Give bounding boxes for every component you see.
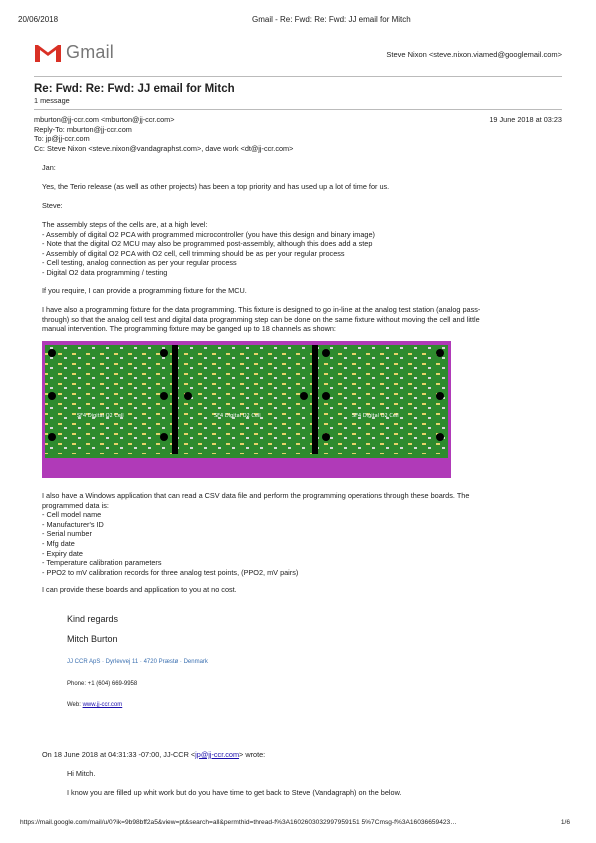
- signature-web-label: Web:: [67, 702, 83, 708]
- print-title: Gmail - Re: Fwd: Re: Fwd: JJ email for Mitch: [252, 15, 411, 24]
- quoted-email-link[interactable]: jp@jj-ccr.com: [195, 750, 240, 759]
- quoted-line: I know you are filled up whit work but do you have time to get back to Steve (Vandagraph) on the below.: [67, 788, 402, 797]
- print-date: 20/06/2018: [18, 15, 59, 24]
- header-divider: [34, 76, 562, 77]
- assembly-steps: [42, 220, 562, 278]
- subject-divider: [34, 109, 562, 110]
- account-email: Steve Nixon <steve.nixon.viamed@googlemail.com>: [386, 50, 562, 59]
- message-cc: Cc: Steve Nixon <steve.nixon@vandagraphst.com>, dave work <dt@jj-ccr.com>: [34, 143, 294, 153]
- text-line: through) so that the analog cell test and digital data programming step can be done on the same fixture without moving the cell and little: [42, 314, 480, 324]
- signature-regards: Kind regards: [67, 614, 119, 624]
- greeting-jan: Jan:: [42, 163, 56, 172]
- quoted-intro-prefix: On 18 June 2018 at 04:31:33 -07:00, JJ-CCR <: [42, 750, 196, 759]
- message-reply-to: Reply-To: mburton@jj-ccr.com: [34, 124, 132, 134]
- para-windows-app: [42, 491, 562, 577]
- quoted-intro-suffix: > wrote:: [239, 750, 266, 759]
- signature-web: [67, 702, 122, 708]
- footer-page: 1/6: [560, 819, 570, 826]
- para-mcu-fixture: If you require, I can provide a programming fixture for the MCU.: [42, 286, 247, 295]
- quoted-intro: [42, 750, 265, 760]
- board-label: SF4 Digital O2 Cell: [77, 413, 124, 419]
- pcb-fixture-image: [42, 341, 451, 478]
- list-item: - Manufacturer's ID: [42, 519, 104, 529]
- message-count: 1 message: [34, 96, 70, 105]
- list-item: - Serial number: [42, 529, 92, 539]
- message-to: To: jp@jj-ccr.com: [34, 134, 90, 143]
- list-item: - Assembly of digital O2 PCA with programmed microcontroller (you have this design and binary image): [42, 229, 375, 239]
- list-item: - Cell testing, analog connection as per your regular process: [42, 258, 237, 268]
- footer-url: https://mail.google.com/mail/u/0?ik=9b98bff2a5&view=pt&search=all&permthid=thread-f%3A1602603032997959151 5%7Cmsg-f%3A16036659423…: [20, 819, 457, 826]
- list-item: - Cell model name: [42, 510, 102, 520]
- gmail-logo-text: Gmail: [66, 42, 115, 62]
- message-from: mburton@jj-ccr.com <mburton@jj-ccr.com>: [34, 115, 175, 124]
- text-line: programmed data is:: [42, 500, 109, 510]
- signature-company: JJ CCR ApS · Dyrlevvej 11 · 4720 Præstø · Denmark: [67, 659, 208, 665]
- message-date: 19 June 2018 at 03:23: [489, 115, 562, 124]
- thread-subject: Re: Fwd: Re: Fwd: JJ email for Mitch: [34, 83, 235, 95]
- list-item: - Digital O2 data programming / testing: [42, 267, 168, 277]
- list-item: - Note that the digital O2 MCU may also be programmed post-assembly, although this does add a step: [42, 239, 373, 249]
- quoted-greeting: Hi Mitch.: [67, 769, 96, 778]
- signature-phone: Phone: +1 (604) 669-9958: [67, 681, 138, 687]
- greeting-steve: Steve:: [42, 201, 63, 210]
- steps-intro: The assembly steps of the cells are, at a high level:: [42, 220, 208, 229]
- text-line: manual intervention. The programming fixture may be ganged up to 18 channels as shown:: [42, 324, 336, 334]
- text-line: I also have a Windows application that can read a CSV data file and perform the programming operations through these boards. The: [42, 491, 470, 500]
- gmail-envelope-icon: [34, 42, 62, 63]
- board-label: SF4 Digital O2 Cell: [352, 413, 399, 419]
- list-item: - Mfg date: [42, 538, 75, 548]
- board-label: SF4 Digital O2 Cell: [214, 413, 261, 419]
- list-item: - PPO2 to mV calibration records for three analog test points, (PPO2, mV pairs): [42, 567, 299, 577]
- para-no-cost: I can provide these boards and application to you at no cost.: [42, 585, 237, 594]
- list-item: - Assembly of digital O2 PCA with O2 cell, cell trimming should be as per your regular process: [42, 248, 345, 258]
- text-line: I have also a programming fixture for the data programming. This fixture is designed to go in-line at the analog test station (analog pass-: [42, 305, 481, 314]
- website-link[interactable]: www.jj-ccr.com: [82, 702, 123, 708]
- para-terio: Yes, the Terio release (as well as other projects) has been a top priority and has used up a lot of time for us.: [42, 182, 390, 191]
- list-item: - Expiry date: [42, 548, 83, 558]
- para-data-fixture: [42, 305, 562, 334]
- signature-name: Mitch Burton: [67, 634, 118, 644]
- list-item: - Temperature calibration parameters: [42, 558, 162, 568]
